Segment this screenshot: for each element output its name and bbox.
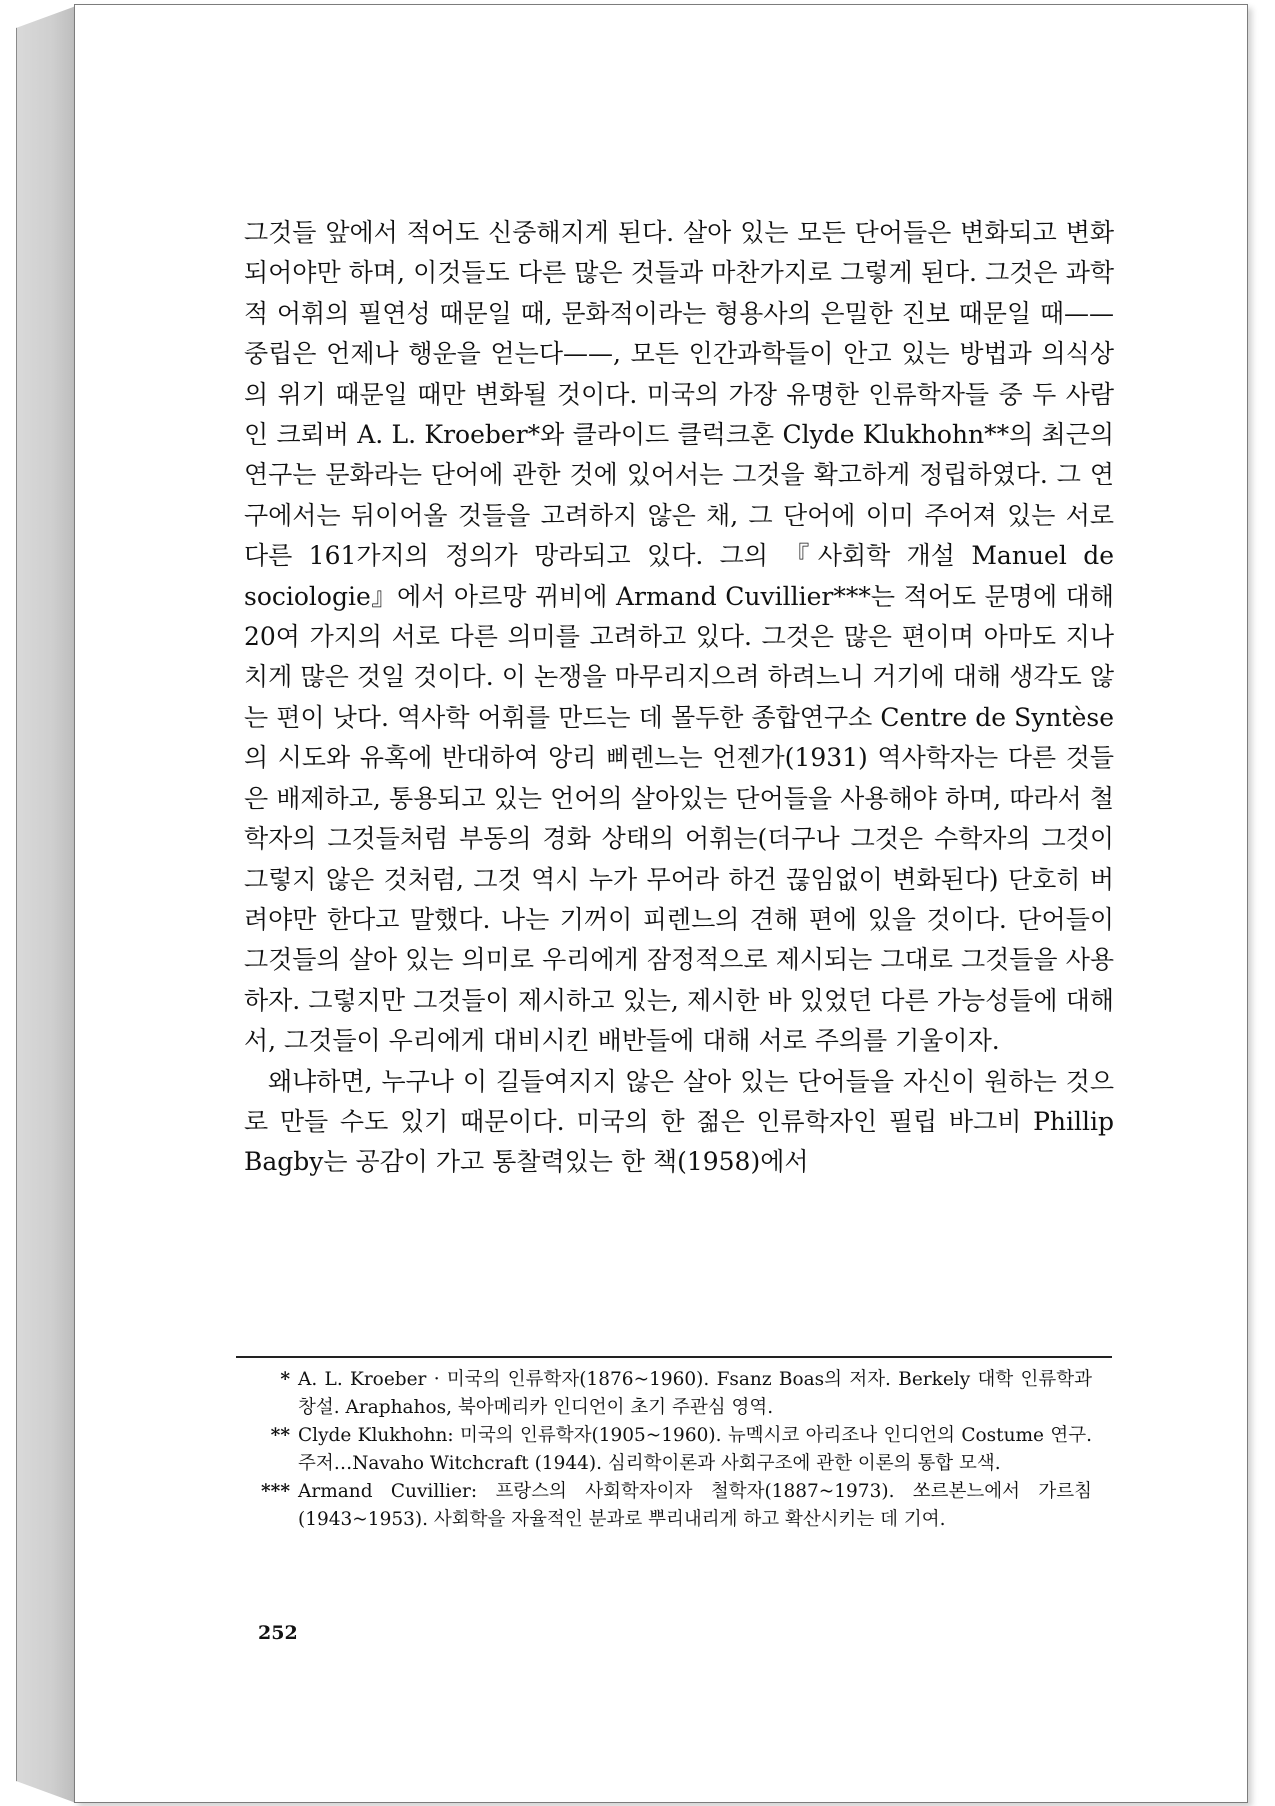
body-text <box>244 213 1114 1183</box>
footnote-text: Armand Cuvillier: 프랑스의 사회학자이자 철학자(1887~1973). 쏘르본느에서 가르침(1943~1953). 사회학을 자율적인 분과로 뿌리내리게 하고 확산시키는 데 기여. <box>298 1481 1092 1530</box>
body-paragraph: 왜냐하면, 누구나 이 길들여지지 않은 살아 있는 단어들을 자신이 원하는 것으로 만들 수도 있기 때문이다. 미국의 한 젊은 인류학자인 필립 바그비 Phillip Bagby는 공감이 가고 통찰력있는 한 책(1958)에서 <box>244 1066 1114 1177</box>
body-paragraph: 그것들 앞에서 적어도 신중해지게 된다. 살아 있는 모든 단어들은 변화되고 변화되어야만 하며, 이것들도 다른 많은 것들과 마찬가지로 그렇게 된다. 그것은 과학적 어휘의 필연성 때문일 때, 문화적이라는 형용사의 은밀한 진보 때문일 때——중립은 언제나 행운을 얻는다——, 모든 인간과학들이 안고 있는 방법과 의식상의 위기 때문일 때만 변화될 것이다. 미국의 가장 유명한 인류학자들 중 두 사람인 크뢰버 A. L. Kroeber*와 클라이드 클럭크혼 Clyde Klukhohn**의 최근의 연구는 문화라는 단어에 관한 것에 있어서는 그것을 확고하게 정립하였다. 그 연구에서는 뒤이어올 것들을 고려하지 않은 채, 그 단어에 이미 주어져 있는 서로 다른 161가지의 정의가 망라되고 있다. 그의 『사회학 개설 Manuel de sociologie』에서 아르망 뀌비에 Armand Cuvillier***는 적어도 문명에 대해 20여 가지의 서로 다른 의미를 고려하고 있다. 그것은 많은 편이며 아마도 지나치게 많은 것일 것이다. 이 논쟁을 마무리지으려 하려느니 거기에 대해 생각도 않는 편이 낫다. 역사학 어휘를 만드는 데 몰두한 종합연구소 Centre de Syntèse의 시도와 유혹에 반대하여 앙리 삐렌느는 언젠가(1931) 역사학자는 다른 것들은 배제하고, 통용되고 있는 언어의 살아있는 단어들을 사용해야 하며, 따라서 철학자의 그것들처럼 부동의 경화 상태의 어휘는(더구나 그것은 수학자의 그것이 그렇지 않은 것처럼, 그것 역시 누가 무어라 하건 끊임없이 변화된다) 단호히 버려야만 한다고 말했다. 나는 기꺼이 피렌느의 견해 편에 있을 것이다. 단어들이 그것들의 살아 있는 의미로 우리에게 잠정적으로 제시되는 그대로 그것들을 사용하자. 그렇지만 그것들이 제시하고 있는, 제시한 바 있었던 다른 가능성들에 대해서, 그것들이 우리에게 대비시킨 배반들에 대해 서로 주의를 기울이자. <box>244 218 1114 1056</box>
footnotes <box>250 1366 1092 1534</box>
footnote <box>250 1366 1092 1421</box>
footnote-mark: * <box>280 1369 290 1390</box>
footnote-divider <box>236 1356 1112 1358</box>
footnote-text: A. L. Kroeber · 미국의 인류학자(1876~1960). Fsanz Boas의 저자. Berkely 대학 인류학과 창설. Araphahos, 북아메리카 인디언이 초기 주관심 영역. <box>298 1369 1092 1418</box>
page-stack-edge <box>16 6 76 1803</box>
footnote-mark: *** <box>260 1481 290 1502</box>
footnote <box>250 1422 1092 1477</box>
page-number: 252 <box>258 1622 298 1644</box>
footnote-mark: ** <box>270 1425 290 1446</box>
footnote <box>250 1478 1092 1533</box>
footnote-text: Clyde Klukhohn: 미국의 인류학자(1905~1960). 뉴멕시코 아리조나 인디언의 Costume 연구. 주저…Navaho Witchcraft (1944). 심리학이론과 사회구조에 관한 이론의 통합 모색. <box>298 1425 1092 1474</box>
